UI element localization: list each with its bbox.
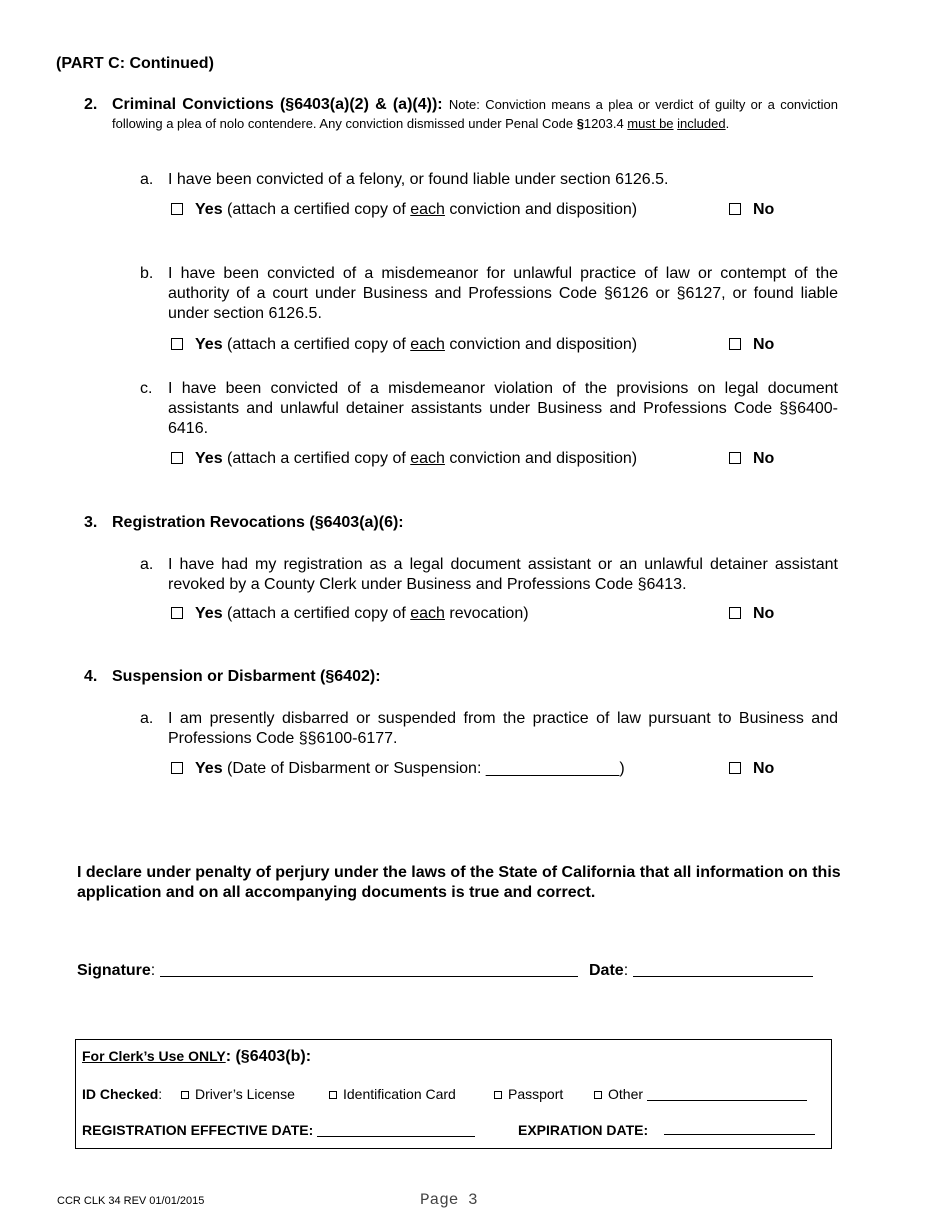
date-row: Date: [589,962,813,980]
clerk-box-title: For Clerk’s Use ONLY: (§6403(b): [82,1048,312,1065]
no-label: No [753,201,775,218]
item-2b-text: I have been convicted of a misdemeanor for unlawful practice of law or contempt of the authority of a court under Business and Professions Code §6126 or §6127, or found liable under section 6126.5. [168,265,838,322]
yes-label: Yes [195,450,223,467]
item-2c-yes-option: Yes (attach a certified copy of each conviction and disposition) [171,450,637,470]
expiration-label: EXPIRATION DATE: [518,1122,649,1138]
date-label: Date [589,962,624,979]
section-2-note: Note: Conviction means a plea or verdict of guilty or a conviction following a plea of nolo contendere. Any conviction dismissed under Penal Code §1203.4 must be included. [112,97,839,131]
section-4-number: 4. [84,668,98,685]
date-line[interactable] [633,962,813,977]
yes-label: Yes [195,760,223,777]
expiration-line[interactable] [664,1122,815,1135]
id-checked-label: ID Checked [82,1086,159,1102]
section-2-number: 2. [84,96,98,113]
item-3a-yes-option: Yes (attach a certified copy of each revocation) [171,605,529,625]
reg-effective-label: REGISTRATION EFFECTIVE DATE: [82,1122,314,1138]
item-4a-no-option [729,760,774,780]
no-label: No [753,760,775,777]
item-2a-letter: a. [140,171,154,188]
item-4a-letter: a. [140,710,154,727]
item-2b-yes-option: Yes (attach a certified copy of each conviction and disposition) [171,336,637,356]
item-2b-yes-checkbox[interactable] [171,338,183,350]
part-header: (PART C: Continued) [56,55,214,72]
item-2a-yes-option: Yes (attach a certified copy of each conviction and disposition) [171,201,637,221]
small-checkbox[interactable] [494,1091,502,1099]
item-2c-text: I have been convicted of a misdemeanor violation of the provisions on legal document assistants and unlawful detainer assistants under Business and Professions Code §§6400-6416. [168,380,838,437]
id-option-other[interactable]: Other [594,1086,807,1102]
declaration-text: I declare under penalty of perjury under the laws of the State of California that all information on this application and on all accompanying documents is true and correct. [77,864,841,901]
item-2a-yes-checkbox[interactable] [171,203,183,215]
yes-label: Yes [195,605,223,622]
item-2a-no-option [729,201,774,221]
item-2b-letter: b. [140,265,154,282]
yes-label: Yes [195,336,223,353]
item-3a-text: I have had my registration as a legal document assistant or an unlawful detainer assistant revoked by a County Clerk under Business and Professions Code §6413. [168,556,838,593]
small-checkbox[interactable] [181,1091,189,1099]
item-3a-no-option [729,605,774,625]
item-3a-yes-checkbox[interactable] [171,607,183,619]
reg-effective-line[interactable] [317,1124,475,1137]
signature-line[interactable] [160,962,578,977]
item-2c-yes-checkbox[interactable] [171,452,183,464]
item-2a-no-checkbox[interactable] [729,203,741,215]
registration-dates-row [82,1122,827,1138]
small-checkbox[interactable] [329,1091,337,1099]
item-4a-no-checkbox[interactable] [729,762,741,774]
item-2b-no-option [729,336,774,356]
id-option-identification-card[interactable]: Identification Card [329,1086,456,1102]
section-2-heading [112,95,838,133]
item-4a-text: I am presently disbarred or suspended from the practice of law pursuant to Business and Professions Code §§6100-6177. [168,710,838,747]
item-2a-text: I have been convicted of a felony, or found liable under section 6126.5. [168,171,669,188]
item-4a-yes-checkbox[interactable] [171,762,183,774]
section-3-title: Registration Revocations (§6403(a)(6): [112,514,404,531]
id-checked-row: ID Checked: Driver’s License Identification Card Passport Other [82,1086,827,1102]
item-3a-no-checkbox[interactable] [729,607,741,619]
clerk-use-box [75,1039,832,1149]
no-label: No [753,605,775,622]
disbarment-date-field[interactable]: (Date of Disbarment or Suspension: _______________) [227,760,625,777]
other-line[interactable] [647,1088,807,1101]
item-2b-no-checkbox[interactable] [729,338,741,350]
item-2c-letter: c. [140,380,153,397]
no-label: No [753,450,775,467]
yes-label: Yes [195,201,223,218]
signature-row: Signature: [77,962,578,980]
section-2-title: Criminal Convictions (§6403(a)(2) & (a)(4)): [112,96,443,113]
page-number: Page 3 [420,1191,478,1209]
id-option-passport[interactable]: Passport [494,1086,563,1102]
no-label: No [753,336,775,353]
small-checkbox[interactable] [594,1091,602,1099]
item-2c-no-option [729,450,774,470]
form-id: CCR CLK 34 REV 01/01/2015 [57,1195,205,1207]
section-3-number: 3. [84,514,98,531]
item-2c-no-checkbox[interactable] [729,452,741,464]
id-option-drivers-license[interactable]: Driver’s License [181,1086,295,1102]
item-4a-yes-option [171,760,625,780]
item-3a-letter: a. [140,556,154,573]
signature-label: Signature [77,962,151,979]
section-4-title: Suspension or Disbarment (§6402): [112,668,381,685]
